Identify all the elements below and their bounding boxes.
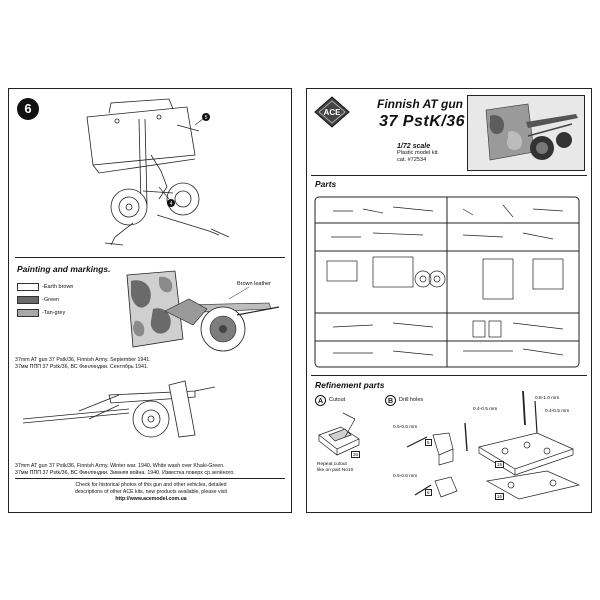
painting-title: Painting and markings. — [17, 264, 111, 274]
callout-4: 4 — [169, 201, 173, 207]
legend-label: -Earth brown — [42, 283, 74, 290]
kit-catalog: cat. #72534 — [397, 157, 427, 163]
drill-size-label: 0.8-1.0 mm — [535, 396, 560, 401]
caption-line: 37mm AT gun 37 Pstk/36, Finnish Army. September 1941. — [15, 357, 151, 363]
legend-item — [17, 280, 87, 293]
kit-name: 37 PstK/36 — [379, 113, 465, 130]
part-number-6: 6 — [427, 490, 430, 495]
legend-swatch — [17, 309, 39, 317]
refinement-b-badge: B — [385, 395, 396, 406]
kit-scale: 1/72 scale — [397, 143, 431, 150]
drill-size-label: 0.5-0.6 mm — [393, 425, 418, 430]
refinement-title: Refinement parts — [315, 380, 385, 390]
legend-item — [17, 293, 87, 306]
footer-note — [21, 482, 281, 503]
website-link[interactable]: http://www.acemodel.com.ua — [115, 496, 187, 502]
divider — [311, 375, 587, 376]
step-number-badge: 6 — [17, 98, 39, 120]
legend-swatch — [17, 296, 39, 304]
callout-5: 5 — [204, 115, 208, 121]
assembly-drawing — [69, 95, 239, 257]
drill-holes-drawing — [387, 389, 587, 507]
drill-size-label: 0.4-0.5 mm — [473, 407, 498, 412]
drill-holes-label: Drill holes — [399, 397, 424, 403]
legend-label: -Green — [42, 296, 60, 303]
note-line: Repeat cutout — [317, 462, 347, 467]
sprue-diagram — [313, 193, 583, 373]
footer-line: Check for historical photos of this gun and other vehicles, detailed — [75, 482, 227, 488]
legend-item — [17, 306, 87, 319]
kit-type: Plastic model kit. — [397, 150, 439, 156]
box-art-gun — [468, 96, 584, 170]
repeat-cutout-note — [317, 462, 377, 474]
note-line: like on part No10 — [317, 468, 354, 473]
divider — [15, 257, 285, 258]
legend-label: -Tan-grey — [42, 309, 66, 316]
legend-swatch — [17, 283, 39, 291]
kit-meta — [397, 143, 467, 164]
drill-size-label: 0.4-0.5 mm — [545, 409, 570, 414]
kit-parts-panel — [306, 88, 592, 513]
divider — [311, 175, 587, 176]
color-legend — [17, 280, 87, 319]
caption-line: 37мм ППП 37 Pstk/36, ВС Финляндии. Сентябрь 1941. — [15, 364, 149, 370]
drill-size-label: 0.5-0.6 mm — [393, 474, 418, 479]
instruction-step-panel — [8, 88, 292, 513]
caption-line: 37mm AT gun 37 Pstk/36, Finnish Army. Winter war. 1940. White wash over Khaki-Green. — [15, 463, 225, 469]
footer-line: descriptions of other ACE kits, new products available, please visit — [75, 489, 227, 495]
box-art-image — [467, 95, 585, 171]
cutout-label: Cutout — [329, 397, 346, 403]
divider — [15, 478, 285, 479]
caption-winter-war-1940 — [15, 463, 235, 477]
kit-title: Finnish AT gun — [377, 97, 463, 111]
logo-text: ACE — [323, 108, 341, 117]
parts-title: Parts — [315, 179, 337, 189]
brown-leather-callout: Brown leather — [237, 281, 271, 287]
part-number-15: 15 — [497, 462, 503, 467]
ace-logo — [313, 95, 351, 129]
caption-september-1941 — [15, 357, 151, 371]
winter-gun-drawing — [19, 375, 219, 447]
part-number-16: 16 — [497, 494, 503, 499]
part-number-5: 5 — [427, 440, 430, 445]
refinement-a-badge: A — [315, 395, 326, 406]
part-number-26: 26 — [353, 452, 359, 457]
caption-line: 37мм ППП 37 Pstk/36, ВС Финляндии. Зимняя война. 1940. Известка поверх ср.зелёного. — [15, 470, 235, 476]
